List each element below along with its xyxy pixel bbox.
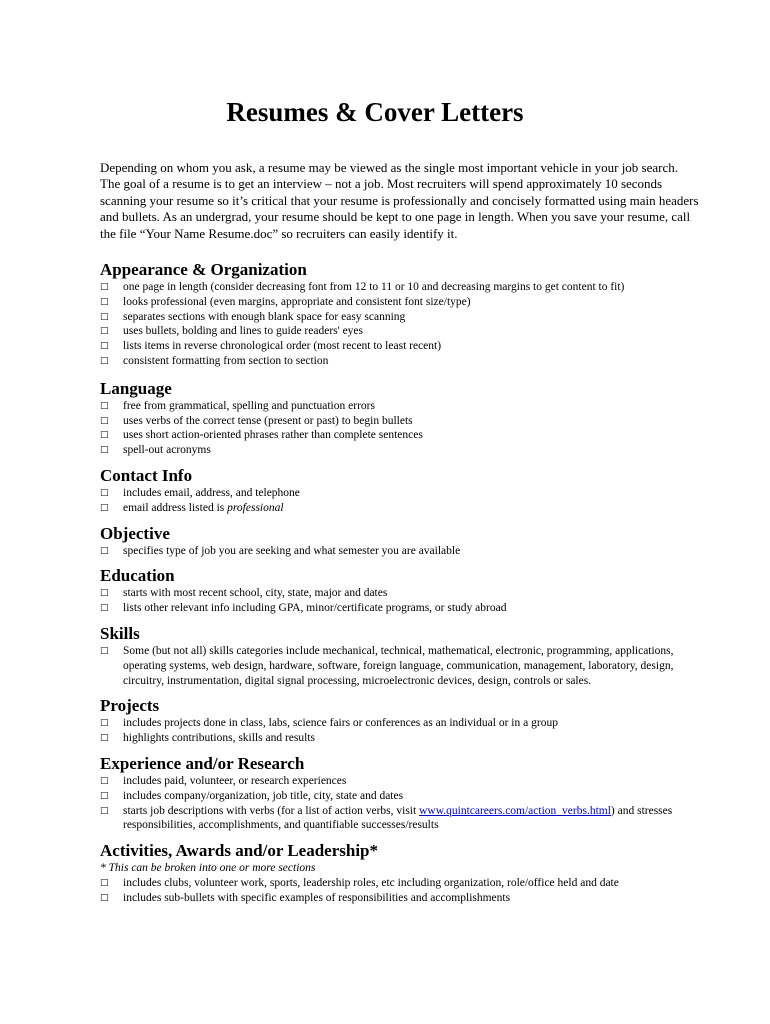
bullet-icon: □ — [100, 355, 109, 366]
section-heading: Contact Info — [100, 465, 193, 485]
section-skills — [100, 624, 700, 688]
list-item: □ looks professional (even margins, appropriate and consistent font size/type) — [100, 295, 471, 308]
bullet-icon: □ — [100, 296, 109, 307]
bullet-list — [100, 774, 700, 833]
bullet-icon: □ — [100, 326, 109, 337]
section-heading: Education — [100, 566, 175, 586]
section-objective — [100, 524, 700, 559]
section-note: * This can be broken into one or more sections — [100, 862, 316, 875]
bullet-icon: □ — [100, 645, 109, 656]
list-item: □ free from grammatical, spelling and punctuation errors — [100, 399, 375, 412]
bullet-list — [100, 644, 700, 688]
section-activities — [100, 841, 700, 906]
list-item: □ spell-out acronyms — [100, 444, 211, 457]
bullet-icon: □ — [100, 282, 109, 292]
list-item: □ uses bullets, bolding and lines to guide readers' eyes — [100, 325, 364, 338]
section-heading: Objective — [100, 523, 170, 543]
list-item: □ includes clubs, volunteer work, sports, leadership roles, etc including organization, role/office held and date — [100, 877, 619, 890]
bullet-icon: □ — [100, 487, 109, 498]
bullet-icon: □ — [100, 311, 109, 322]
bullet-list — [100, 716, 700, 746]
section-education — [100, 566, 700, 616]
list-item: □ specifies type of job you are seeking and what semester you are available — [100, 544, 461, 557]
bullet-icon: □ — [100, 790, 109, 801]
bullet-icon: □ — [100, 415, 109, 426]
bullet-icon: □ — [100, 430, 109, 441]
bullet-list — [100, 586, 700, 616]
list-item: □ uses short action-oriented phrases rather than complete sentences — [100, 429, 423, 442]
list-item: □ includes paid, volunteer, or research experiences — [100, 774, 347, 787]
list-item: □ Some (but not all) skills categories include mechanical, technical, mathematical, electronic, programming, applications, operating systems, web design, hardware, software, foreign language, communication, management, laboratory, design, circuitry, instrumentation, digital signal processing, microelectronic devices, design, controls or sales. — [100, 644, 674, 687]
section-language — [100, 379, 700, 458]
section-projects — [100, 696, 700, 746]
action-verbs-link[interactable]: www.quintcareers.com/action_verbs.html — [419, 804, 611, 817]
list-item: □ lists other relevant info including GPA, minor/certificate programs, or study abroad — [100, 602, 507, 615]
bullet-icon: □ — [100, 545, 109, 556]
list-item: □ includes email, address, and telephone — [100, 486, 300, 499]
section-appearance — [100, 260, 700, 369]
bullet-icon: □ — [100, 603, 109, 614]
section-heading: Experience and/or Research — [100, 753, 305, 773]
emphasis-text: professional — [227, 501, 284, 514]
bullet-icon: □ — [100, 775, 109, 786]
list-item: □ includes sub-bullets with specific examples of responsibilities and accomplishments — [100, 891, 511, 904]
bullet-icon: □ — [100, 400, 109, 411]
bullet-icon: □ — [100, 588, 109, 599]
section-heading: Skills — [100, 623, 140, 643]
bullet-icon: □ — [100, 502, 109, 513]
list-item: □ uses verbs of the correct tense (present or past) to begin bullets — [100, 414, 413, 427]
list-item: □ includes projects done in class, labs, science fairs or conferences as an individual or in a group — [100, 717, 558, 730]
bullet-list — [100, 544, 700, 559]
bullet-icon: □ — [100, 718, 109, 729]
bullet-list — [100, 399, 700, 458]
bullet-icon: □ — [100, 878, 109, 889]
list-item: □ one page in length (consider decreasing font from 12 to 11 or 10 and decreasing margins to get content to fit) — [100, 281, 625, 293]
list-item: □ lists items in reverse chronological order (most recent to least recent) — [100, 340, 442, 353]
section-contact-info — [100, 466, 700, 516]
intro-paragraph: Depending on whom you ask, a resume may be viewed as the single most important vehicle in your job search. The goal of a resume is to get an interview – not a job. Most recruiters will spend approximately 10 seconds scanning your resume so it’s critical that your resume is professionally and concisely formatted using main headers and bullets. As an undergrad, your resume should be kept to one page in length. When you save your resume, call the file “Your Name Resume.doc” so recruiters can easily identify it. — [100, 160, 699, 241]
bullet-icon: □ — [100, 733, 109, 744]
bullet-list — [100, 876, 700, 906]
section-heading: Activities, Awards and/or Leadership* — [100, 841, 378, 861]
list-item: □ consistent formatting from section to section — [100, 354, 329, 367]
list-item: □ starts job descriptions with verbs (for a list of action verbs, visit www.quintcareers.com/action_verbs.html) and stresses responsibilities, accomplishments, and quantifiable successes/results — [100, 804, 673, 832]
bullet-list — [100, 486, 700, 516]
list-item: □ includes company/organization, job title, city, state and dates — [100, 789, 404, 802]
list-item: □ starts with most recent school, city, state, major and dates — [100, 587, 388, 600]
section-heading: Projects — [100, 696, 160, 716]
list-item: □ separates sections with enough blank space for easy scanning — [100, 310, 406, 323]
page-title: Resumes & Cover Letters — [226, 97, 524, 127]
bullet-icon: □ — [100, 805, 109, 816]
sections — [100, 260, 700, 914]
bullet-icon: □ — [100, 341, 109, 352]
bullet-icon: □ — [100, 892, 109, 903]
section-heading: Appearance & Organization — [100, 260, 307, 279]
bullet-list — [100, 280, 700, 369]
section-heading: Language — [100, 378, 172, 398]
section-experience — [100, 754, 700, 833]
list-item: □ highlights contributions, skills and results — [100, 732, 315, 745]
list-item: □ email address listed is professional — [100, 501, 284, 514]
bullet-icon: □ — [100, 445, 109, 456]
